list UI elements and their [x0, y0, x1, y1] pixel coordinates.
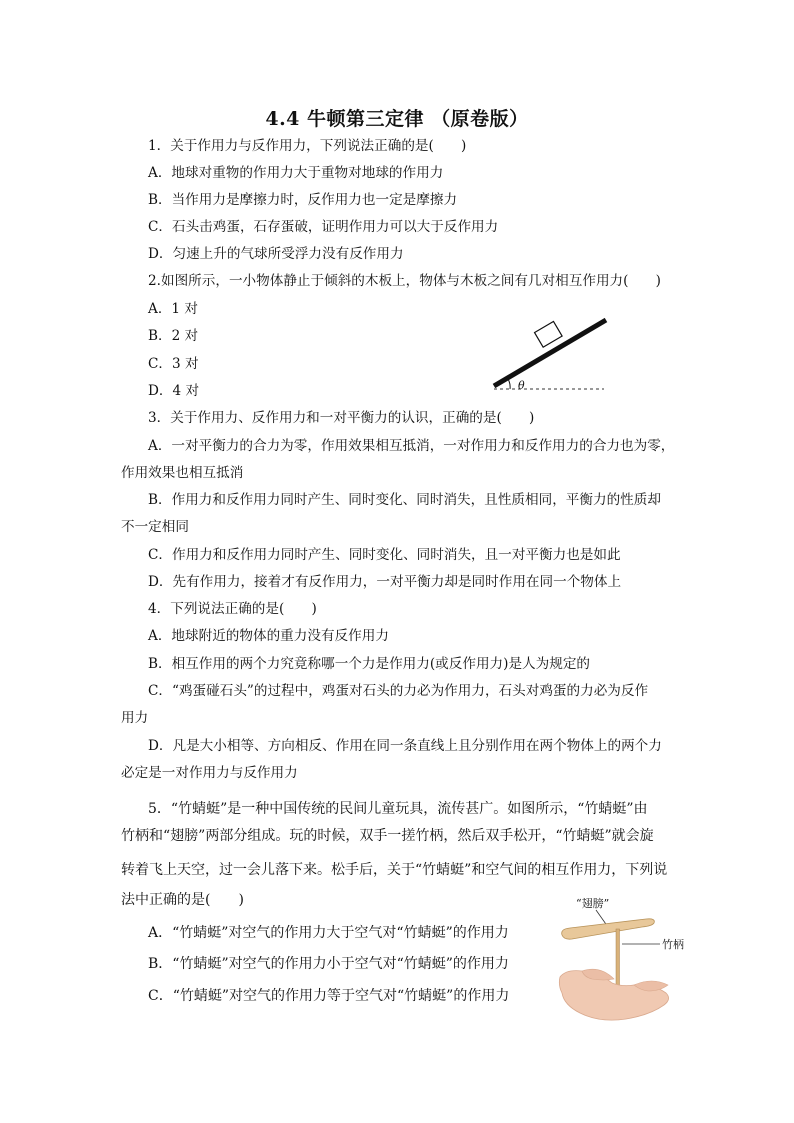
q1-option-d: D．匀速上升的气球所受浮力没有反作用力	[148, 246, 404, 262]
q4-option-a: A．地球附近的物体的重力没有反作用力	[148, 628, 389, 644]
q4-option-c-line2: 用力	[121, 710, 149, 726]
inclined-plane-figure	[488, 312, 618, 396]
q5-option-b: B．“竹蜻蜓”对空气的作用力小于空气对“竹蜻蜓”的作用力	[148, 956, 509, 972]
q4-option-d-line1: D．凡是大小相等、方向相反、作用在同一条直线上且分别作用在两个物体上的两个力	[148, 738, 662, 754]
q5-stem-line2: 竹柄和“翅膀”两部分组成。玩的时候，双手一搓竹柄，然后双手松开，“竹蜻蜓”就会旋	[121, 828, 654, 844]
q1-option-b: B．当作用力是摩擦力时，反作用力也一定是摩擦力	[148, 192, 458, 208]
wing-shape	[562, 919, 655, 939]
angle-arc	[508, 379, 510, 389]
q5-option-a: A．“竹蜻蜓”对空气的作用力大于空气对“竹蜻蜓”的作用力	[148, 925, 509, 941]
hand-shape	[559, 971, 668, 1021]
handle-label: 竹柄	[662, 938, 684, 951]
q5-option-c: C．“竹蜻蜓”对空气的作用力等于空气对“竹蜻蜓”的作用力	[148, 988, 510, 1004]
q5-stem-line3: 转着飞上天空，过一会儿落下来。松手后，关于“竹蜻蜓”和空气间的相互作用力，下列说	[121, 862, 668, 878]
q4-option-b: B．相互作用的两个力究竟称哪一个力是作用力(或反作用力)是人为规定的	[148, 656, 591, 672]
q3-option-d: D．先有作用力，接着才有反作用力，一对平衡力却是同时作用在同一个物体上	[148, 574, 622, 590]
q3-stem: 3．关于作用力、反作用力和一对平衡力的认识，正确的是( )	[148, 410, 535, 426]
q3-option-a-line2: 作用效果也相互抵消	[121, 465, 244, 481]
q3-option-c: C．作用力和反作用力同时产生、同时变化、同时消失，且一对平衡力也是如此	[148, 547, 621, 563]
q4-stem: 4．下列说法正确的是( )	[148, 601, 317, 617]
q3-option-b-line2: 不一定相同	[121, 519, 189, 535]
q2-option-d: D．4 对	[148, 383, 200, 399]
q3-option-a-line1: A．一对平衡力的合力为零，作用效果相互抵消，一对作用力和反作用力的合力也为零，	[148, 438, 675, 454]
q2-option-a: A．1 对	[148, 301, 198, 317]
bamboo-dragonfly-figure	[556, 893, 694, 1025]
wings-label: “翅膀”	[576, 897, 610, 910]
theta-label: θ	[518, 379, 525, 392]
q4-option-c-line1: C．“鸡蛋碰石头”的过程中，鸡蛋对石头的力必为作用力，石头对鸡蛋的力必为反作	[148, 683, 649, 699]
q5-stem-line4: 法中正确的是( )	[121, 892, 244, 908]
q1-option-c: C．石头击鸡蛋，石存蛋破，证明作用力可以大于反作用力	[148, 219, 499, 235]
q2-stem: 2.如图所示，一小物体静止于倾斜的木板上，物体与木板之间有几对相互作用力( )	[148, 273, 661, 289]
page-title: 4.4 牛顿第三定律 （原卷版）	[265, 108, 529, 130]
q5-stem-line1: 5．“竹蜻蜓”是一种中国传统的民间儿童玩具，流传甚广。如图所示，“竹蜻蜓”由	[148, 801, 648, 817]
small-block	[535, 321, 563, 347]
q2-option-b: B．2 对	[148, 328, 199, 344]
q2-option-c: C．3 对	[148, 356, 199, 372]
q3-option-b-line1: B．作用力和反作用力同时产生、同时变化、同时消失，且性质相同，平衡力的性质却	[148, 492, 661, 508]
q4-option-d-line2: 必定是一对作用力与反作用力	[121, 765, 298, 781]
q1-stem: 1．关于作用力与反作用力，下列说法正确的是( )	[148, 138, 467, 154]
q1-option-a: A．地球对重物的作用力大于重物对地球的作用力	[148, 165, 444, 181]
